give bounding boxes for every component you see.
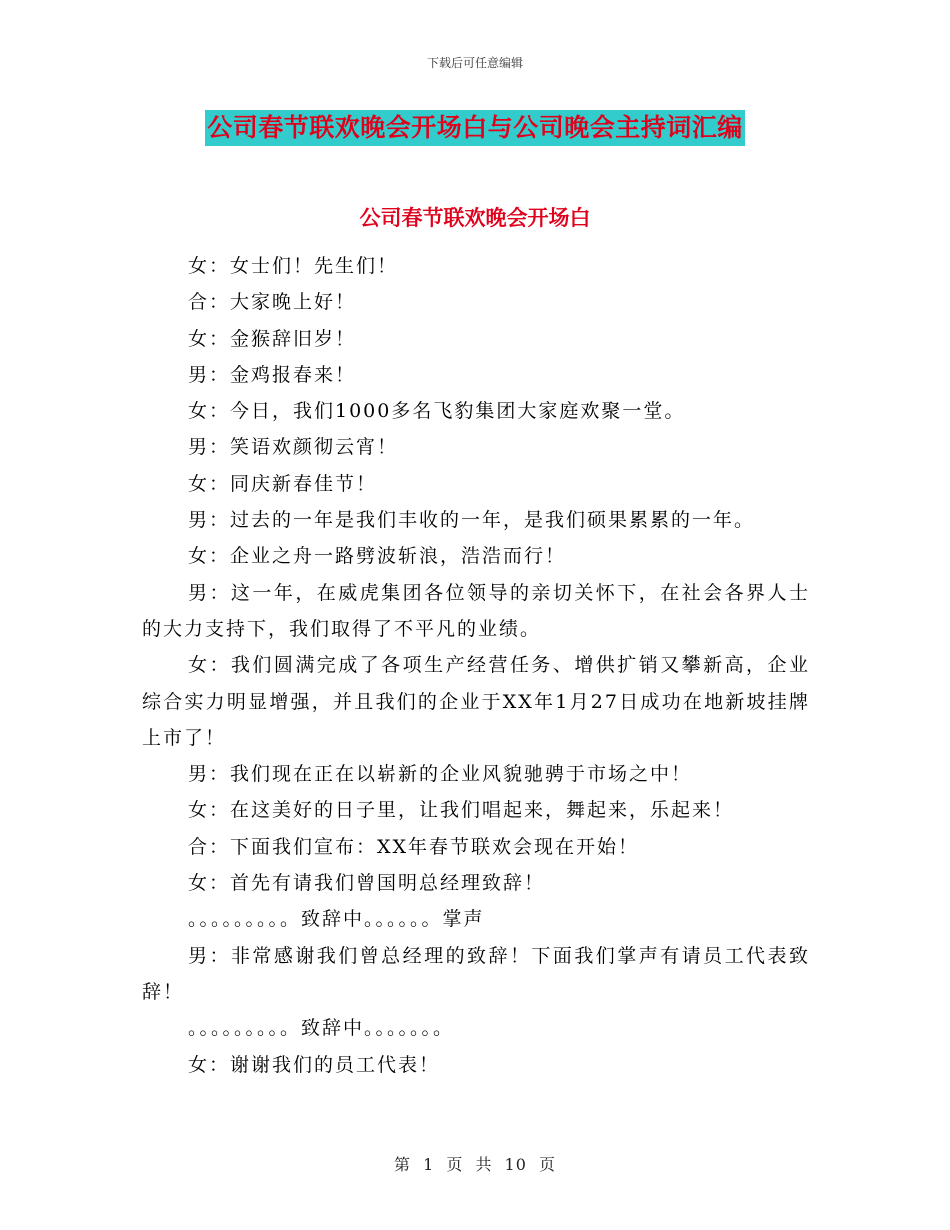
paragraph: 合：下面我们宣布：XX年春节联欢会现在开始！ — [188, 835, 640, 858]
paragraph: 男：我们现在正在以崭新的企业风貌驰骋于市场之中！ — [188, 763, 693, 786]
document-body — [142, 248, 810, 1083]
paragraph: 合：大家晚上好！ — [188, 291, 357, 314]
paragraph: 女：在这美好的日子里，让我们唱起来，舞起来，乐起来！ — [188, 799, 735, 822]
paragraph: 女：同庆新春佳节！ — [188, 472, 378, 495]
document-title: 公司春节联欢晚会开场白与公司晚会主持词汇编 — [205, 110, 745, 146]
paragraph: 女：企业之舟一路劈波斩浪，浩浩而行！ — [188, 545, 567, 568]
paragraph: 女：女士们！先生们！ — [188, 255, 399, 277]
paragraph: 男：笑语欢颜彻云宵！ — [188, 436, 399, 459]
main-title-container — [0, 110, 950, 146]
section-title: 公司春节联欢晚会开场白 — [359, 206, 591, 230]
paragraph: 。。。。。。。。。致辞中。。。。。。掌声 — [188, 908, 485, 931]
paragraph: 女：我们圆满完成了各项生产经营任务、增供扩销又攀新高，企业综合实力明显增强，并且我们的企业于XX年1月27日成功在地新坡挂牌上市了！ — [142, 654, 810, 749]
paragraph: 女：金猴辞旧岁！ — [188, 327, 357, 350]
page-header-note: 下载后可任意编辑 — [426, 56, 523, 70]
paragraph: 男：过去的一年是我们丰收的一年，是我们硕果累累的一年。 — [188, 509, 756, 532]
paragraph: 女：首先有请我们曾国明总经理致辞！ — [188, 872, 546, 895]
paragraph: 女：谢谢我们的员工代表！ — [188, 1053, 441, 1076]
paragraph: 女：今日，我们1000多名飞豹集团大家庭欢聚一堂。 — [188, 400, 686, 423]
paragraph: 男：金鸡报春来！ — [188, 363, 357, 386]
page-footer: 第 1 页 共 10 页 — [394, 1155, 556, 1174]
paragraph: 男：非常感谢我们曾总经理的致辞！下面我们掌声有请员工代表致辞！ — [142, 944, 810, 1003]
paragraph: 男：这一年，在威虎集团各位领导的亲切关怀下，在社会各界人士的大力支持下，我们取得了不平凡的业绩。 — [142, 581, 810, 640]
paragraph: 。。。。。。。。。致辞中。。。。。。。 — [188, 1017, 455, 1040]
